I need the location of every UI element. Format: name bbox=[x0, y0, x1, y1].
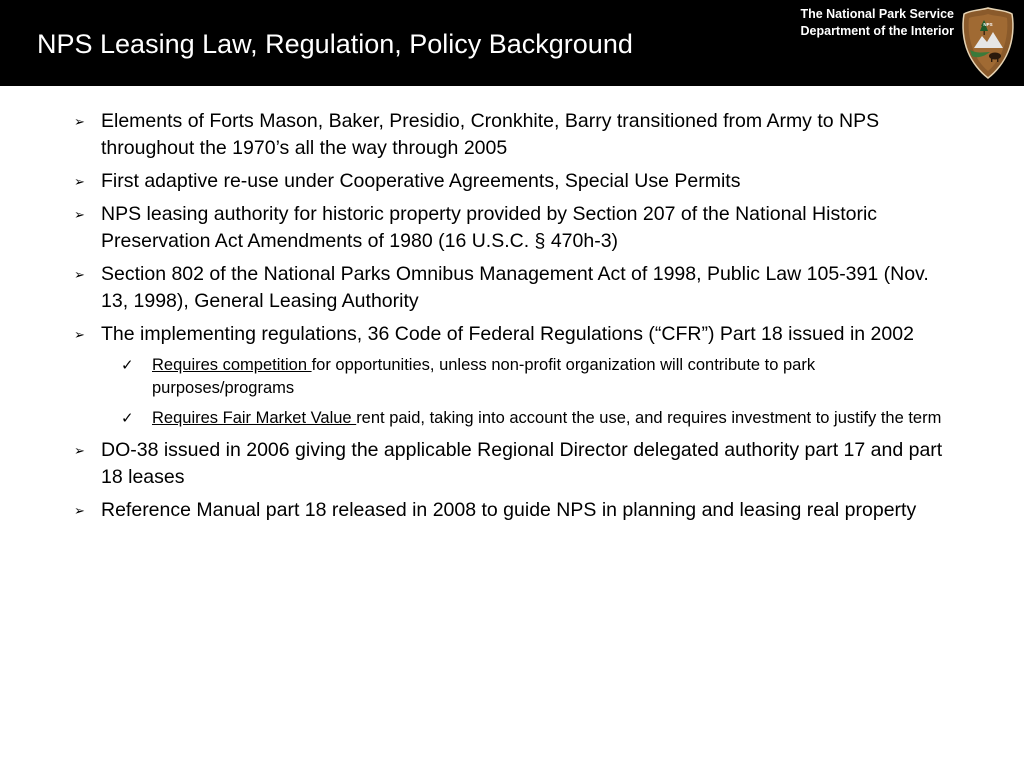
sub-bullet-text: rent paid, taking into account the use, and requires investment to justify the term bbox=[356, 409, 942, 427]
bullet-list bbox=[72, 108, 952, 524]
header-bar bbox=[0, 0, 1024, 86]
agency-name bbox=[800, 6, 954, 40]
bullet-item bbox=[72, 201, 952, 255]
arrow-bullet-icon: ➢ bbox=[74, 207, 85, 222]
checkmark-icon: ✓ bbox=[121, 357, 134, 374]
bullet-item bbox=[72, 437, 952, 491]
logo-text: NPS bbox=[983, 22, 993, 27]
sub-bullet-underlined-text: Requires Fair Market Value bbox=[152, 409, 357, 427]
sub-bullet-list bbox=[101, 354, 952, 430]
bullet-text: Elements of Forts Mason, Baker, Presidio, Cronkhite, Barry transitioned from Army to NPS throughout the 1970’s all the way through 2005 bbox=[101, 110, 880, 159]
nps-arrowhead-logo-icon bbox=[960, 6, 1016, 80]
sub-bullet-text: for opportunities, unless non-profit organization will contribute to park purposes/programs bbox=[152, 356, 816, 397]
arrow-bullet-icon: ➢ bbox=[74, 114, 85, 129]
agency-line-1: The National Park Service bbox=[800, 7, 954, 21]
bullet-item bbox=[72, 168, 952, 195]
sub-bullet-item bbox=[101, 354, 952, 400]
bullet-item bbox=[72, 497, 952, 524]
slide-title: NPS Leasing Law, Regulation, Policy Background bbox=[37, 29, 633, 59]
sub-bullet-item bbox=[101, 407, 952, 430]
arrow-bullet-icon: ➢ bbox=[74, 174, 85, 189]
checkmark-icon: ✓ bbox=[121, 410, 134, 427]
arrow-bullet-icon: ➢ bbox=[74, 267, 85, 282]
bullet-item bbox=[72, 321, 952, 430]
bullet-text: First adaptive re-use under Cooperative Agreements, Special Use Permits bbox=[101, 170, 741, 192]
arrow-bullet-icon: ➢ bbox=[74, 503, 85, 518]
bullet-item bbox=[72, 108, 952, 162]
sub-bullet-underlined-text: Requires competition bbox=[152, 356, 312, 374]
bullet-text: NPS leasing authority for historic property provided by Section 207 of the National Historic Preservation Act Amendments of 1980 (16 U.S.C. § 470h-3) bbox=[101, 203, 878, 252]
arrow-bullet-icon: ➢ bbox=[74, 443, 85, 458]
agency-line-2: Department of the Interior bbox=[800, 24, 954, 38]
bullet-item bbox=[72, 261, 952, 315]
arrow-bullet-icon: ➢ bbox=[74, 327, 85, 342]
bullet-text: Section 802 of the National Parks Omnibus Management Act of 1998, Public Law 105-391 (Nov. 13, 1998), General Leasing Authority bbox=[101, 263, 929, 312]
bullet-text: The implementing regulations, 36 Code of Federal Regulations (“CFR”) Part 18 issued in 2002 bbox=[101, 323, 914, 345]
slide-content bbox=[72, 108, 952, 530]
bullet-text: Reference Manual part 18 released in 2008 to guide NPS in planning and leasing real property bbox=[101, 499, 917, 521]
bullet-text: DO-38 issued in 2006 giving the applicable Regional Director delegated authority part 17 and part 18 leases bbox=[101, 439, 943, 488]
